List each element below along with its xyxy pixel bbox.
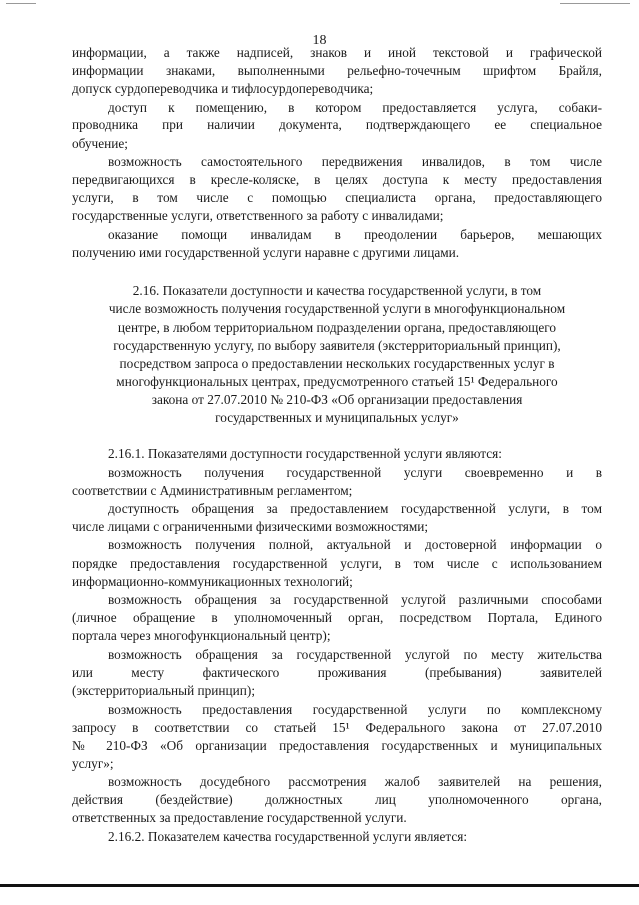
text-line: услуги, в том числе с помощью специалиста органа, предоставляющего [72,190,602,205]
text-line: информации знаками, выполненными рельефно-точечным шрифтом Брайля, [72,63,602,78]
text-line: 2.16. Показатели доступности и качества государственной услуги, в том [132,283,542,298]
text-line: закона от 27.07.2010 № 210-ФЗ «Об организации предоставления [151,392,523,407]
text-line: порядке предоставления государственной услуги, в том числе с использованием [72,556,602,571]
text-line: соответствии с Административным регламентом; [72,483,353,498]
text-line: оказание помощи инвалидам в преодолении барьеров, мешающих [108,227,602,242]
text-line: проводника при наличии документа, подтверждающего ее специальное [72,117,602,132]
text-line: многофункциональных центрах, предусмотренного статьей 15¹ Федерального [116,374,558,389]
text-line: возможность досудебного рассмотрения жалоб заявителей на решения, [108,774,602,789]
text-line: числе лицами с ограниченными физическими возможностями; [72,519,429,534]
scan-artifact [560,3,630,4]
text-line: действия (бездействие) должностных лиц уполномоченного органа, [72,792,602,807]
text-line: государственную услугу, по выбору заявителя (экстерриториальный принцип), [113,338,561,353]
text-line: (личное обращение в уполномоченный орган, посредством Портала, Единого [72,610,602,625]
text-line: государственных и муниципальных услуг» [215,410,459,425]
text-line: 2.16.1. Показателями доступности государственной услуги являются: [108,446,502,461]
text-line: числе возможность получения государственной услуги в многофункциональном [108,301,566,316]
text-line: получению ими государственной услуги наравне с другими лицами. [72,245,460,260]
text-line: запросу в соответствии со статьей 15¹ Федерального закона от 27.07.2010 [72,720,602,735]
text-line: портала через многофункциональный центр); [72,628,331,643]
scan-artifact [6,3,36,4]
text-line: возможность обращения за государственной услугой различными способами [108,592,602,607]
text-line: государственные услуги, ответственного за работу с инвалидами; [72,208,444,223]
text-line: (экстерриториальный принцип); [72,683,256,698]
text-line: ответственных за предоставление государственной услуги. [72,810,407,825]
text-line: доступность обращения за предоставлением государственной услуги, в том [108,501,602,516]
text-line: 2.16.2. Показателем качества государственной услуги является: [108,829,468,844]
text-line: информационно-коммуникационных технологий; [72,574,353,589]
text-line: центре, в любом территориальном подразделении органа, предоставляющего [117,320,557,335]
text-line: или месту фактического проживания (пребывания) заявителей [72,665,602,680]
text-line: возможность самостоятельного передвижения инвалидов, в том числе [108,154,602,169]
text-line: обучение; [72,136,128,151]
scan-edge-line [0,884,639,887]
text-line: услуг»; [72,756,114,771]
text-line: № 210-ФЗ «Об организации предоставления государственных и муниципальных [72,738,602,753]
text-line: возможность получения полной, актуальной и достоверной информации о [108,537,602,552]
text-line: информации, а также надписей, знаков и иной текстовой и графической [72,45,602,60]
text-line: возможность обращения за государственной услугой по месту жительства [108,647,602,662]
text-line: доступ к помещению, в котором предоставляется услуга, собаки- [108,100,602,115]
text-line: посредством запроса о предоставлении нескольких государственных услуг в [119,356,555,371]
text-line: возможность получения государственной услуги своевременно и в [108,465,602,480]
text-line: допуск сурдопереводчика и тифлосурдопереводчика; [72,81,374,96]
text-line: возможность предоставления государственной услуги по комплексному [108,702,602,717]
page-number: 18 [312,33,327,48]
text-line: передвигающихся в кресле-коляске, в целях доступа к месту предоставления [72,172,602,187]
